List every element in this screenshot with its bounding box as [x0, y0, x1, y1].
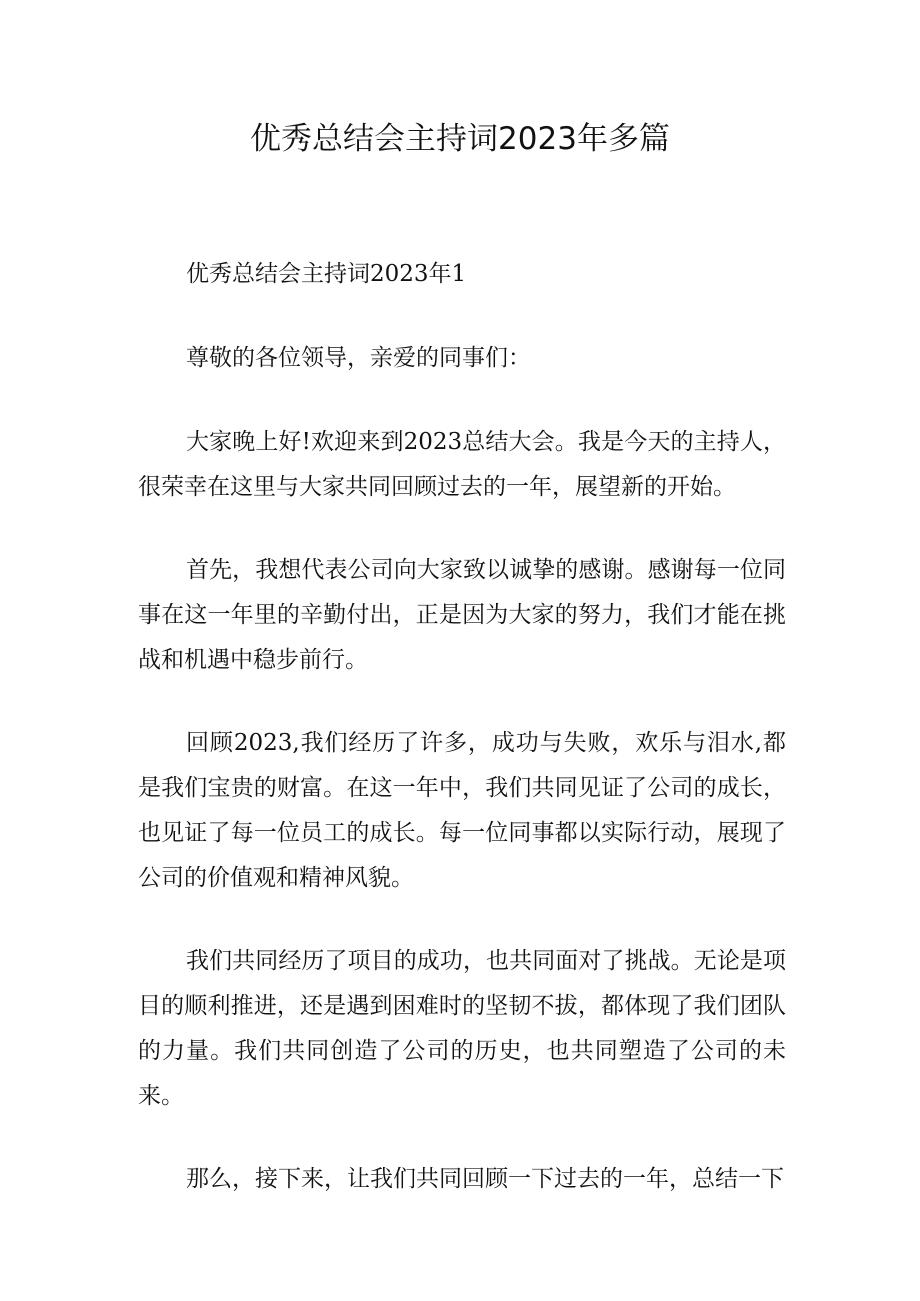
document-body [138, 252, 786, 1240]
body-paragraph: 我们共同经历了项目的成功，也共同面对了挑战。无论是项目的顺利推进，还是遇到困难时的坚韧不拔，都体现了我们团队的力量。我们共同创造了公司的历史，也共同塑造了公司的未来。 [138, 948, 786, 1109]
body-paragraph: 那么，接下来，让我们共同回顾一下过去的一年，总结一下 [186, 1166, 784, 1192]
section-heading: 优秀总结会主持词2023年1 [186, 261, 467, 287]
document-title: 优秀总结会主持词2023年多篇 [250, 121, 670, 157]
body-paragraph: 首先，我想代表公司向大家致以诚挚的感谢。感谢每一位同事在这一年里的辛勤付出，正是因为大家的努力，我们才能在挑战和机遇中稳步前行。 [138, 557, 786, 673]
greeting-paragraph: 尊敬的各位领导，亲爱的同事们： [186, 345, 531, 371]
body-paragraph: 回顾2023,我们经历了许多，成功与失败，欢乐与泪水,都是我们宝贵的财富。在这一年中，我们共同见证了公司的成长，也见证了每一位员工的成长。每一位同事都以实际行动，展现了公司的价值观和精神风貌。 [138, 730, 786, 891]
body-paragraph: 大家晚上好!欢迎来到2023总结大会。我是今天的主持人，很荣幸在这里与大家共同回顾过去的一年，展望新的开始。 [138, 429, 786, 500]
